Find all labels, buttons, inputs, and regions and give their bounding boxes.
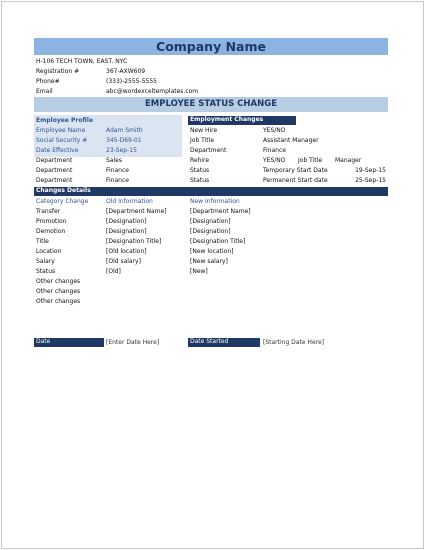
category-other-1: Other changes — [36, 278, 81, 285]
rehire-value: YES/NO — [263, 157, 286, 164]
department-value-2: Finance — [106, 167, 129, 174]
rehire-job-title-label: Job Title — [298, 157, 323, 164]
old-promotion: [Designation] — [106, 218, 147, 225]
date-effective-value: 23-Sep-15 — [106, 147, 137, 154]
date-label: Date — [34, 338, 104, 347]
department-label-3: Department — [36, 177, 73, 184]
department-value-3: Finance — [106, 177, 129, 184]
permanent-start-label: Permanent Start date — [263, 177, 328, 184]
new-salary: [New salary] — [190, 258, 228, 265]
new-hire-value: YES/NO — [263, 127, 286, 134]
category-transfer: Transfer — [36, 208, 61, 215]
date-value[interactable]: [Enter Date Here] — [106, 339, 160, 346]
employment-changes-header: Employment Changes — [188, 116, 296, 125]
phone-label: Phone# — [36, 78, 60, 85]
category-other-2: Other changes — [36, 288, 81, 295]
registration-value: 367-AXW609 — [106, 68, 146, 75]
job-title-value: Assistant Manager — [263, 137, 319, 144]
category-location: Location — [36, 248, 62, 255]
rehire-label: Rehire — [190, 157, 210, 164]
changes-details-header: Changes Details — [34, 187, 388, 196]
employee-profile-header: Employee Profile — [36, 117, 94, 124]
new-title: [Designation Title] — [190, 238, 246, 245]
email-value: abc@wordexceltemplates.com — [106, 88, 199, 95]
category-salary: Salary — [36, 258, 55, 265]
category-title: Title — [36, 238, 49, 245]
employee-name-value: Adam Smith — [106, 127, 143, 134]
status-temporary-label: Status — [190, 167, 210, 174]
change-department-value: Finance — [263, 147, 286, 154]
rehire-job-title-value: Manager — [335, 157, 362, 164]
new-status: [New] — [190, 268, 208, 275]
date-started-value[interactable]: [Starting Date Here] — [263, 339, 325, 346]
company-address: H-106 TECH TOWN, EAST. NYC — [36, 58, 128, 65]
category-status: Status — [36, 268, 56, 275]
new-hire-label: New Hire — [190, 127, 218, 134]
date-effective-label: Date Effective — [36, 147, 79, 154]
column-category-change: Category Change — [36, 198, 89, 205]
department-label-1: Department — [36, 157, 73, 164]
phone-value: (333)-2555-5555 — [106, 78, 158, 85]
ssn-value: 345-D69-01 — [106, 137, 142, 144]
ssn-label: Social Security # — [36, 137, 88, 144]
old-salary: [Old salary] — [106, 258, 141, 265]
new-promotion: [Designation] — [190, 218, 231, 225]
old-transfer: [Department Name] — [106, 208, 167, 215]
page-border — [1, 1, 424, 549]
old-demotion: [Designation] — [106, 228, 147, 235]
old-title: [Designation Title] — [106, 238, 162, 245]
job-title-label: Job Title — [190, 137, 215, 144]
column-new-information: New Information — [190, 198, 240, 205]
new-location: [New location] — [190, 248, 234, 255]
permanent-start-date: 25-Sep-15 — [355, 177, 386, 184]
change-department-label: Department — [190, 147, 227, 154]
column-old-information: Old Information — [106, 198, 153, 205]
registration-label: Registration # — [36, 68, 80, 75]
old-status: [Old] — [106, 268, 121, 275]
form-title: EMPLOYEE STATUS CHANGE — [144, 99, 278, 109]
temporary-start-date: 19-Sep-15 — [355, 167, 386, 174]
status-permanent-label: Status — [190, 177, 210, 184]
old-location: [Old location] — [106, 248, 147, 255]
employee-name-label: Employee Name — [36, 127, 86, 134]
category-other-3: Other changes — [36, 298, 81, 305]
category-promotion: Promotion — [36, 218, 67, 225]
new-transfer: [Department Name] — [190, 208, 251, 215]
date-started-label: Date Started — [188, 338, 260, 347]
temporary-start-label: Temporary Start Date — [263, 167, 328, 174]
category-demotion: Demotion — [36, 228, 66, 235]
new-demotion: [Designation] — [190, 228, 231, 235]
department-label-2: Department — [36, 167, 73, 174]
company-name: Company Name — [156, 39, 266, 54]
department-value-1: Sales — [106, 157, 122, 164]
email-label: Email — [36, 88, 53, 95]
